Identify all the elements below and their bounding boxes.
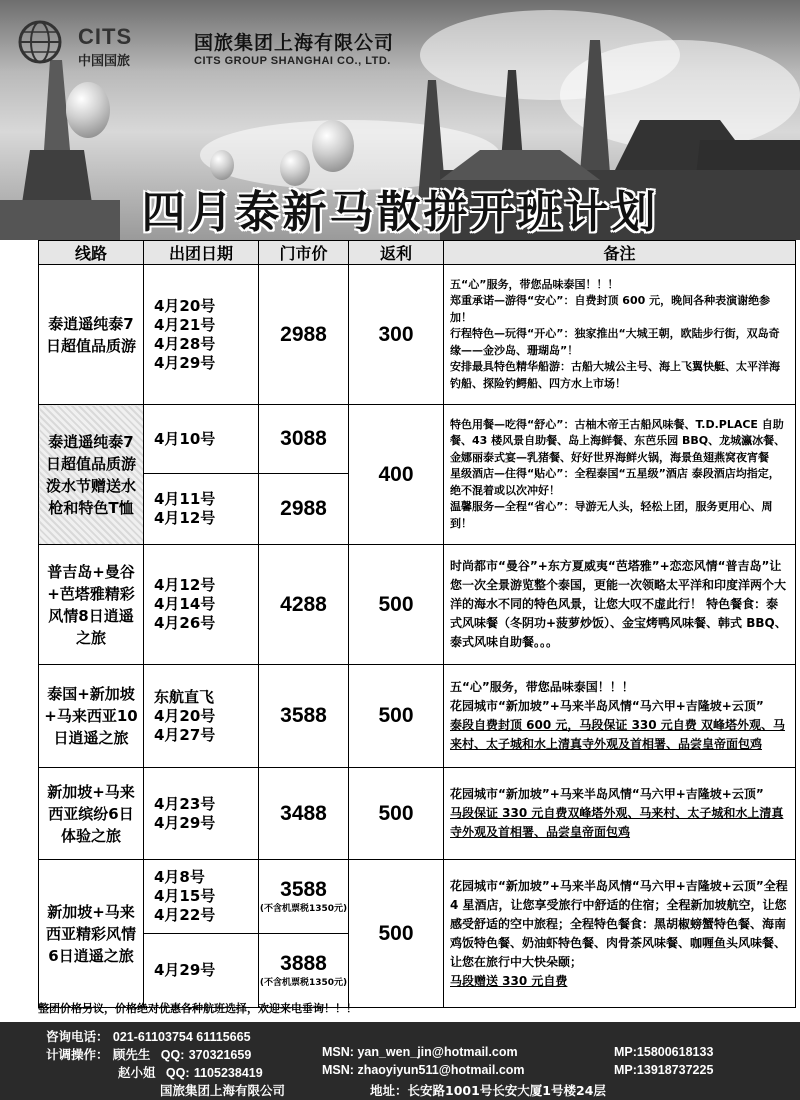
- table-row: [39, 265, 796, 405]
- rebate: 500: [349, 665, 444, 768]
- qq-number[interactable]: 1105238419: [193, 1066, 263, 1080]
- departure-dates: [144, 934, 259, 1008]
- qq-label: QQ:: [160, 1048, 185, 1062]
- msn-address[interactable]: zhaoyiyun511@hotmail.com: [357, 1063, 525, 1077]
- retail-price: 4288: [259, 545, 349, 665]
- rebate: 500: [349, 768, 444, 860]
- rebate: 300: [349, 265, 444, 405]
- departure-dates: [144, 665, 259, 768]
- date: 4月15号: [154, 887, 216, 905]
- price-value: 3888: [280, 951, 327, 975]
- note-line: 五“心”服务，带您品味泰国！！！: [450, 680, 634, 694]
- tax-note: (不含机票税1350元): [259, 977, 348, 988]
- table-header-row: [39, 241, 796, 265]
- cits-globe-logo: [16, 18, 80, 68]
- rebate: 500: [349, 860, 444, 1008]
- msn-label: MSN:: [322, 1045, 354, 1059]
- price-value: 3588: [280, 877, 327, 901]
- note-line: 安排最具特色精华船游：古船大城公主号、海上飞翼快艇、太平洋海钓船、探险钓鳄船、四方水上市场！: [450, 360, 780, 390]
- tour-schedule-table: [38, 240, 796, 1008]
- route-name: 泰逍遥纯泰7日超值品质游泼水节赠送水枪和特色T恤: [39, 405, 144, 545]
- route-name: 新加坡+马来西亚精彩风情6日逍遥之旅: [39, 860, 144, 1008]
- date: 4月28号: [154, 334, 216, 353]
- note-line: 花园城市“新加坡”+马来半岛风情“马六甲+吉隆坡+云顶”: [450, 787, 764, 801]
- contact-footer: [0, 1022, 800, 1100]
- date: 4月8号: [154, 868, 205, 886]
- retail-price: 2988: [259, 474, 349, 545]
- address: 长安路1001号长安大厦1号楼24层: [407, 1083, 606, 1098]
- header-rebate: 返利: [349, 241, 444, 265]
- contact-name: 赵小姐: [118, 1065, 156, 1080]
- note-line: 马段赠送 330 元自费: [450, 973, 568, 988]
- header-banner: [0, 0, 800, 240]
- notes: [444, 545, 796, 665]
- date: 4月12号: [154, 509, 216, 527]
- footer-company: 国旅集团上海有限公司: [160, 1083, 286, 1098]
- departure-dates: [144, 768, 259, 860]
- retail-price: 3588: [259, 665, 349, 768]
- logo-text-cn: 中国国旅: [78, 54, 131, 69]
- date: 东航直飞: [154, 687, 215, 706]
- contact-name: 顾先生: [112, 1047, 151, 1062]
- table-row: [39, 768, 796, 860]
- msn-label: MSN:: [322, 1063, 354, 1077]
- table-row: [39, 665, 796, 768]
- date: 4月29号: [154, 353, 216, 372]
- header-route: 线路: [39, 241, 144, 265]
- header-dates: 出团日期: [144, 241, 259, 265]
- retail-price: 2988: [259, 265, 349, 405]
- rebate: 400: [349, 405, 444, 545]
- date: 4月14号: [154, 595, 216, 613]
- notes: [444, 405, 796, 545]
- note-line: 五“心”服务，带您品味泰国！！！: [450, 277, 619, 291]
- rebate: 500: [349, 545, 444, 665]
- note-line: 泰段自费封顶 600 元，马段保证 330 元自费 双峰塔外观、马来村、太子城和水上清真寺外观及首相署、品尝皇帝面包鸡: [450, 718, 785, 751]
- table-row: [39, 860, 796, 934]
- date: 4月12号: [154, 576, 216, 594]
- retail-price: [259, 860, 349, 934]
- route-name: 新加坡+马来西亚缤纷6日体验之旅: [39, 768, 144, 860]
- route-name: 泰国+新加坡+马来西亚10日逍遥之旅: [39, 665, 144, 768]
- notes: [444, 860, 796, 1008]
- note-line: 温馨服务—全程“省心”：导游无人头，轻松上团，服务更用心、周到！: [450, 500, 773, 530]
- route-name: 泰逍遥纯泰7日超值品质游: [39, 265, 144, 405]
- date: 4月20号: [154, 706, 216, 725]
- notes: [444, 768, 796, 860]
- header-notes: 备注: [444, 241, 796, 265]
- qq-number[interactable]: 370321659: [188, 1048, 252, 1062]
- header-price: 门市价: [259, 241, 349, 265]
- note-line: 行程特色—玩得“开心”：独家推出“大城王朝，欧陆步行街，双岛奇缘——金沙岛、珊瑚岛”！: [450, 327, 780, 357]
- date: 4月21号: [154, 315, 216, 334]
- date: 4月10号: [154, 429, 216, 448]
- date: 4月29号: [154, 961, 216, 979]
- company-name-cn: 国旅集团上海有限公司: [194, 32, 395, 54]
- mobile-number[interactable]: 13918737225: [636, 1063, 714, 1077]
- departure-dates: [144, 265, 259, 405]
- phone-number[interactable]: 021-61103754 61115665: [112, 1030, 251, 1044]
- date: 4月26号: [154, 614, 216, 632]
- retail-price: [259, 934, 349, 1008]
- date: 4月22号: [154, 906, 216, 924]
- mp-label: MP:: [614, 1045, 637, 1059]
- retail-price: 3488: [259, 768, 349, 860]
- plan-label: 计调操作：: [46, 1047, 109, 1062]
- disclaimer-text: 整团价格另议，价格绝对优惠各种航班选择，欢迎来电垂询！！！: [38, 1002, 357, 1015]
- mp-label: MP:: [614, 1063, 637, 1077]
- qq-label: QQ:: [165, 1066, 190, 1080]
- departure-dates: [144, 405, 259, 474]
- note-line: 马段保证 330 元自费双峰塔外观、马来村、太子城和水上清真寺外观及首相署、品尝皇帝面包鸡: [450, 806, 784, 839]
- note-line: 时尚都市“曼谷”+东方夏威夷“芭塔雅”+恋恋风情“普吉岛”让您一次全景游览整个泰国，更能一次领略太平洋和印度洋两个大洋的海水不同的特色风景，让您大叹不虚此行！ 特色餐食：泰式风味餐（冬阴功+菠萝炒饭）、金宝烤鸭风味餐、韩式 BBQ、泰式风味自助餐。。。: [450, 559, 787, 649]
- note-line: 花园城市“新加坡”+马来半岛风情“马六甲+吉隆坡+云顶”全程 4 星酒店，让您享受旅行中舒适的住宿；全程新加坡航空，让您感受舒适的空中旅程；全程特色餐食：黑胡椒螃蟹特色餐、海南鸡饭特色餐、奶油虾特色餐、肉骨茶风味餐、咖喱鱼头风味餐、让您在旅行中大快朵颐；: [450, 878, 788, 969]
- date: 4月23号: [154, 794, 216, 813]
- notes: [444, 265, 796, 405]
- date: 4月11号: [154, 490, 216, 508]
- date: 4月29号: [154, 813, 216, 832]
- note-line: 星级酒店—住得“贴心”：全程泰国“五星级”酒店 泰段酒店均指定，绝不混着或以次冲好！: [450, 467, 780, 497]
- departure-dates: [144, 860, 259, 934]
- mobile-number[interactable]: 15800618133: [636, 1045, 714, 1059]
- departure-dates: [144, 474, 259, 545]
- msn-address[interactable]: yan_wen_jin@hotmail.com: [357, 1045, 518, 1059]
- departure-dates: [144, 545, 259, 665]
- phone-label: 咨询电话：: [46, 1029, 109, 1044]
- notes: [444, 665, 796, 768]
- page-title: 四月泰新马散拼开班计划: [141, 187, 659, 238]
- note-line: 特色用餐—吃得“舒心”：古柚木帝王古船风味餐、T.D.PLACE 自助餐、43 楼风景自助餐、岛上海鲜餐、东芭乐园 BBQ、龙城瀛冰餐、金娜丽泰式宴—乳猪餐、好好世界海鲜火锅，海景鱼翅燕窝夜宵餐: [450, 417, 786, 464]
- address-label: 地址：: [370, 1083, 408, 1098]
- company-name-en: CITS GROUP SHANGHAI CO., LTD.: [194, 55, 391, 67]
- date: 4月27号: [154, 725, 216, 744]
- retail-price: 3088: [259, 405, 349, 474]
- note-line: 花园城市“新加坡”+马来半岛风情“马六甲+吉隆坡+云顶”: [450, 699, 764, 713]
- route-name: 普吉岛+曼谷+芭塔雅精彩风情8日逍遥之旅: [39, 545, 144, 665]
- table-row: [39, 545, 796, 665]
- logo-text-en: CITS: [78, 24, 133, 49]
- note-line: 郑重承诺—游得“安心”：自费封顶 600 元，晚间各种表演谢绝参加！: [450, 294, 771, 324]
- tax-note: (不含机票税1350元): [259, 903, 348, 914]
- date: 4月20号: [154, 296, 216, 315]
- table-row: [39, 405, 796, 474]
